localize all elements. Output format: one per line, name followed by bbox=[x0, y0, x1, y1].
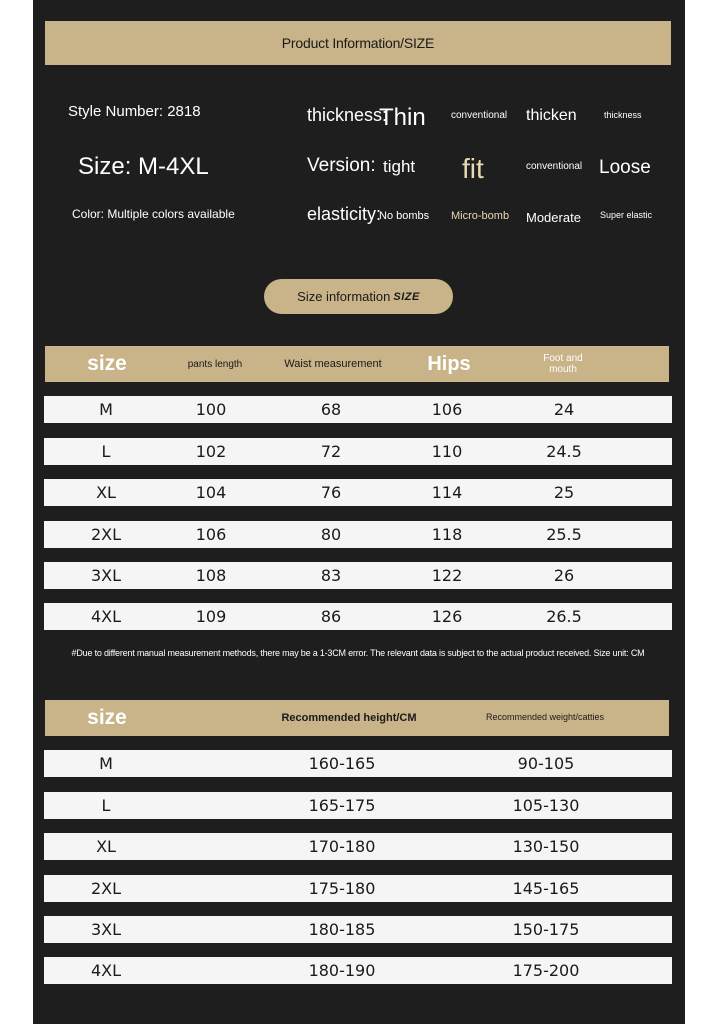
color-info: Color: Multiple colors available bbox=[72, 207, 235, 221]
cell-size: 3XL bbox=[90, 920, 122, 939]
cell-pants-length: 104 bbox=[195, 483, 227, 502]
cell-foot-mouth: 26 bbox=[553, 566, 575, 585]
cell-height: 180-190 bbox=[308, 961, 376, 980]
cell-height: 160-165 bbox=[308, 754, 376, 773]
cell-waist: 72 bbox=[320, 442, 342, 461]
cell-hips: 106 bbox=[431, 400, 463, 419]
cell-foot-mouth: 26.5 bbox=[546, 607, 582, 626]
cell-waist: 68 bbox=[320, 400, 342, 419]
cell-pants-length: 100 bbox=[195, 400, 227, 419]
elasticity-option-micro-bomb: Micro-bomb bbox=[451, 210, 510, 222]
recommend-table-row bbox=[44, 792, 672, 819]
elasticity-option-no-bombs: No bombs bbox=[379, 210, 430, 222]
style-number: Style Number: 2818 bbox=[68, 103, 201, 120]
elasticity-label: elasticity: bbox=[307, 204, 382, 224]
banner-title: Product Information/SIZE bbox=[281, 35, 435, 51]
cell-size: M bbox=[99, 400, 113, 419]
cell-size: L bbox=[101, 442, 111, 461]
cell-weight: 145-165 bbox=[512, 879, 580, 898]
size-info-pill-label: Size information bbox=[297, 289, 391, 304]
cell-hips: 126 bbox=[431, 607, 463, 626]
cell-size: XL bbox=[96, 483, 116, 502]
cell-size: XL bbox=[96, 837, 116, 856]
cell-size: 2XL bbox=[90, 525, 122, 544]
recommend-table-row bbox=[44, 957, 672, 984]
size-table-row bbox=[44, 438, 672, 465]
size-info-pill bbox=[264, 279, 453, 314]
thickness-option-conventional: conventional bbox=[451, 110, 508, 121]
cell-pants-length: 106 bbox=[195, 525, 227, 544]
cell-hips: 122 bbox=[431, 566, 463, 585]
size-table-header bbox=[45, 346, 669, 382]
cell-hips: 114 bbox=[431, 483, 463, 502]
cell-foot-mouth: 25 bbox=[553, 483, 575, 502]
cell-waist: 83 bbox=[320, 566, 342, 585]
cell-weight: 150-175 bbox=[512, 920, 580, 939]
header-size: size bbox=[87, 352, 127, 376]
cell-size: 4XL bbox=[90, 961, 122, 980]
size-table-row bbox=[44, 603, 672, 630]
size-table-row bbox=[44, 562, 672, 589]
cell-waist: 86 bbox=[320, 607, 342, 626]
cell-size: 2XL bbox=[90, 879, 122, 898]
cell-foot-mouth: 24 bbox=[553, 400, 575, 419]
version-option-tight: tight bbox=[383, 157, 416, 176]
thickness-label: thickness: bbox=[307, 105, 388, 125]
thickness-option-thicken: thicken bbox=[526, 107, 577, 124]
cell-size: 4XL bbox=[90, 607, 122, 626]
header-waist: Waist measurement bbox=[284, 357, 382, 370]
header-foot-mouth: Foot and mouth bbox=[543, 353, 583, 375]
recommend-table-row bbox=[44, 875, 672, 902]
recommend-table-row bbox=[44, 833, 672, 860]
elasticity-option-super-elastic: Super elastic bbox=[600, 210, 653, 220]
cell-hips: 110 bbox=[431, 442, 463, 461]
cell-waist: 80 bbox=[320, 525, 342, 544]
header-hips: Hips bbox=[427, 353, 471, 375]
cell-size: L bbox=[101, 796, 111, 815]
cell-height: 170-180 bbox=[308, 837, 376, 856]
version-option-loose: Loose bbox=[599, 157, 651, 178]
cell-height: 175-180 bbox=[308, 879, 376, 898]
cell-weight: 175-200 bbox=[512, 961, 580, 980]
size-range: Size: M-4XL bbox=[78, 153, 209, 180]
cell-weight: 90-105 bbox=[517, 754, 575, 773]
cell-weight: 130-150 bbox=[512, 837, 580, 856]
elasticity-option-moderate: Moderate bbox=[526, 210, 581, 225]
cell-height: 165-175 bbox=[308, 796, 376, 815]
size-table-row bbox=[44, 521, 672, 548]
cell-pants-length: 102 bbox=[195, 442, 227, 461]
cell-size: M bbox=[99, 754, 113, 773]
cell-size: 3XL bbox=[90, 566, 122, 585]
size-table-row bbox=[44, 479, 672, 506]
cell-height: 180-185 bbox=[308, 920, 376, 939]
cell-foot-mouth: 24.5 bbox=[546, 442, 582, 461]
cell-waist: 76 bbox=[320, 483, 342, 502]
version-option-fit: fit bbox=[462, 153, 484, 184]
header-size: size bbox=[87, 706, 127, 730]
version-label: Version: bbox=[307, 155, 376, 176]
header-height: Recommended height/CM bbox=[281, 711, 417, 724]
thickness-option-thickness: thickness bbox=[604, 110, 642, 120]
cell-weight: 105-130 bbox=[512, 796, 580, 815]
cell-foot-mouth: 25.5 bbox=[546, 525, 582, 544]
size-table-row bbox=[44, 396, 672, 423]
header-pants-length: pants length bbox=[187, 358, 243, 370]
version-option-conventional: conventional bbox=[526, 161, 583, 172]
recommend-table-row bbox=[44, 916, 672, 943]
cell-pants-length: 108 bbox=[195, 566, 227, 585]
size-info-pill-em: SIZE bbox=[393, 290, 420, 303]
recommend-table-header bbox=[45, 700, 669, 736]
cell-pants-length: 109 bbox=[195, 607, 227, 626]
header-weight: Recommended weight/catties bbox=[485, 712, 605, 723]
cell-hips: 118 bbox=[431, 525, 463, 544]
thickness-option-thin: Thin bbox=[379, 104, 426, 131]
measurement-note: #Due to different manual measurement methods, there may be a 1-3CM error. The relevant data is subject to the actual product received. Size unit: CM bbox=[71, 648, 645, 658]
recommend-table-row bbox=[44, 750, 672, 777]
product-info-banner bbox=[45, 21, 671, 65]
